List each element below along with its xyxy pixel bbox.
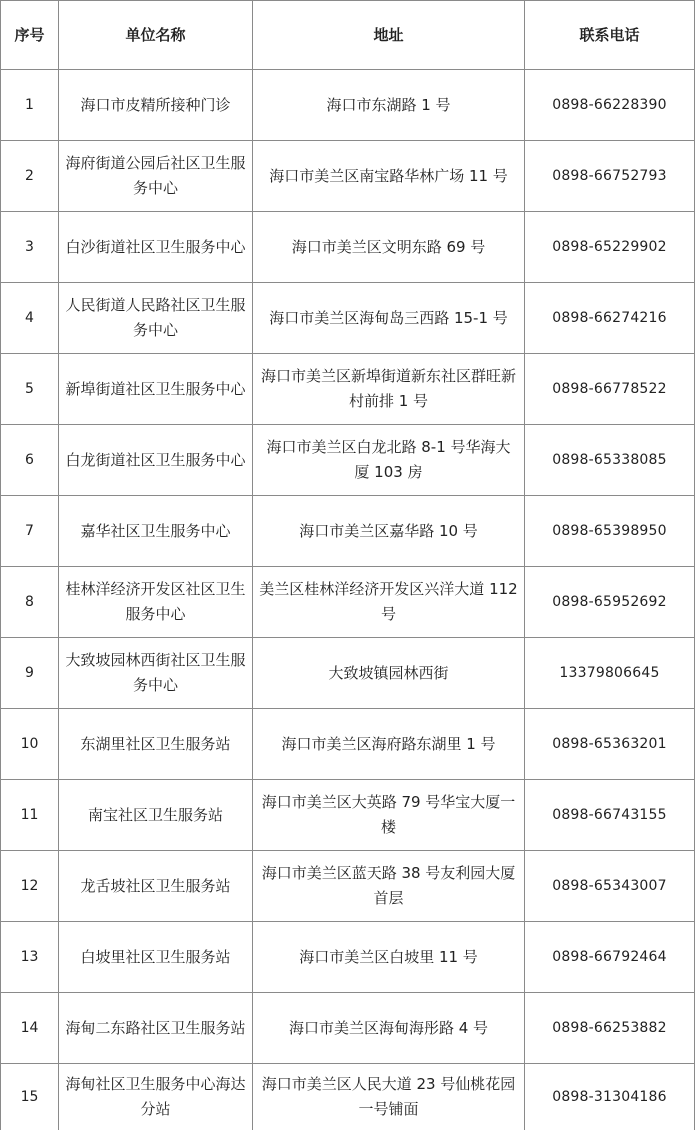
cell-phone: 0898-65229902 — [525, 212, 695, 283]
cell-phone: 0898-66274216 — [525, 283, 695, 354]
cell-name: 东湖里社区卫生服务站 — [59, 709, 253, 780]
cell-name: 海甸社区卫生服务中心海达分站 — [59, 1064, 253, 1131]
cell-phone: 0898-66228390 — [525, 70, 695, 141]
table-row — [1, 354, 695, 425]
cell-index: 9 — [1, 638, 59, 709]
cell-address: 海口市美兰区白龙北路 8-1 号华海大厦 103 房 — [253, 425, 525, 496]
table-row — [1, 709, 695, 780]
cell-name: 白龙街道社区卫生服务中心 — [59, 425, 253, 496]
cell-address: 海口市美兰区白坡里 11 号 — [253, 922, 525, 993]
table-row — [1, 567, 695, 638]
cell-address: 海口市美兰区嘉华路 10 号 — [253, 496, 525, 567]
cell-index: 14 — [1, 993, 59, 1064]
cell-phone: 0898-66778522 — [525, 354, 695, 425]
header-row — [1, 1, 695, 70]
cell-index: 15 — [1, 1064, 59, 1131]
cell-index: 10 — [1, 709, 59, 780]
cell-address: 海口市美兰区海府路东湖里 1 号 — [253, 709, 525, 780]
header-phone: 联系电话 — [525, 1, 695, 70]
cell-phone: 13379806645 — [525, 638, 695, 709]
header-name: 单位名称 — [59, 1, 253, 70]
cell-address: 海口市东湖路 1 号 — [253, 70, 525, 141]
cell-name: 嘉华社区卫生服务中心 — [59, 496, 253, 567]
cell-name: 人民街道人民路社区卫生服务中心 — [59, 283, 253, 354]
cell-index: 7 — [1, 496, 59, 567]
cell-name: 大致坡园林西街社区卫生服务中心 — [59, 638, 253, 709]
cell-name: 白坡里社区卫生服务站 — [59, 922, 253, 993]
table-row — [1, 425, 695, 496]
cell-name: 桂林洋经济开发区社区卫生服务中心 — [59, 567, 253, 638]
cell-address: 美兰区桂林洋经济开发区兴洋大道 112 号 — [253, 567, 525, 638]
header-index: 序号 — [1, 1, 59, 70]
cell-address: 海口市美兰区海甸海彤路 4 号 — [253, 993, 525, 1064]
cell-address: 海口市美兰区人民大道 23 号仙桃花园一号铺面 — [253, 1064, 525, 1131]
cell-address: 海口市美兰区文明东路 69 号 — [253, 212, 525, 283]
cell-phone: 0898-66752793 — [525, 141, 695, 212]
cell-phone: 0898-66743155 — [525, 780, 695, 851]
cell-address: 海口市美兰区海甸岛三西路 15-1 号 — [253, 283, 525, 354]
cell-index: 11 — [1, 780, 59, 851]
cell-index: 4 — [1, 283, 59, 354]
cell-index: 6 — [1, 425, 59, 496]
cell-phone: 0898-65338085 — [525, 425, 695, 496]
cell-address: 海口市美兰区蓝天路 38 号友利园大厦首层 — [253, 851, 525, 922]
cell-address: 海口市美兰区大英路 79 号华宝大厦一楼 — [253, 780, 525, 851]
cell-address: 大致坡镇园林西街 — [253, 638, 525, 709]
cell-name: 白沙街道社区卫生服务中心 — [59, 212, 253, 283]
cell-index: 1 — [1, 70, 59, 141]
table-row — [1, 141, 695, 212]
cell-index: 5 — [1, 354, 59, 425]
cell-index: 12 — [1, 851, 59, 922]
cell-index: 8 — [1, 567, 59, 638]
cell-phone: 0898-31304186 — [525, 1064, 695, 1131]
cell-index: 3 — [1, 212, 59, 283]
cell-address: 海口市美兰区南宝路华林广场 11 号 — [253, 141, 525, 212]
table-row — [1, 283, 695, 354]
cell-phone: 0898-65343007 — [525, 851, 695, 922]
table-row — [1, 780, 695, 851]
cell-name: 海府街道公园后社区卫生服务中心 — [59, 141, 253, 212]
cell-address: 海口市美兰区新埠街道新东社区群旺新村前排 1 号 — [253, 354, 525, 425]
table-row — [1, 496, 695, 567]
cell-name: 海甸二东路社区卫生服务站 — [59, 993, 253, 1064]
table-row — [1, 638, 695, 709]
cell-phone: 0898-65398950 — [525, 496, 695, 567]
cell-name: 南宝社区卫生服务站 — [59, 780, 253, 851]
table-row — [1, 1064, 695, 1131]
cell-phone: 0898-65363201 — [525, 709, 695, 780]
table-row — [1, 922, 695, 993]
cell-name: 海口市皮精所接种门诊 — [59, 70, 253, 141]
table-row — [1, 212, 695, 283]
cell-index: 2 — [1, 141, 59, 212]
cell-phone: 0898-66792464 — [525, 922, 695, 993]
cell-name: 新埠街道社区卫生服务中心 — [59, 354, 253, 425]
table-row — [1, 851, 695, 922]
cell-name: 龙舌坡社区卫生服务站 — [59, 851, 253, 922]
cell-index: 13 — [1, 922, 59, 993]
header-address: 地址 — [253, 1, 525, 70]
table-row — [1, 70, 695, 141]
cell-phone: 0898-65952692 — [525, 567, 695, 638]
cell-phone: 0898-66253882 — [525, 993, 695, 1064]
table-row — [1, 993, 695, 1064]
